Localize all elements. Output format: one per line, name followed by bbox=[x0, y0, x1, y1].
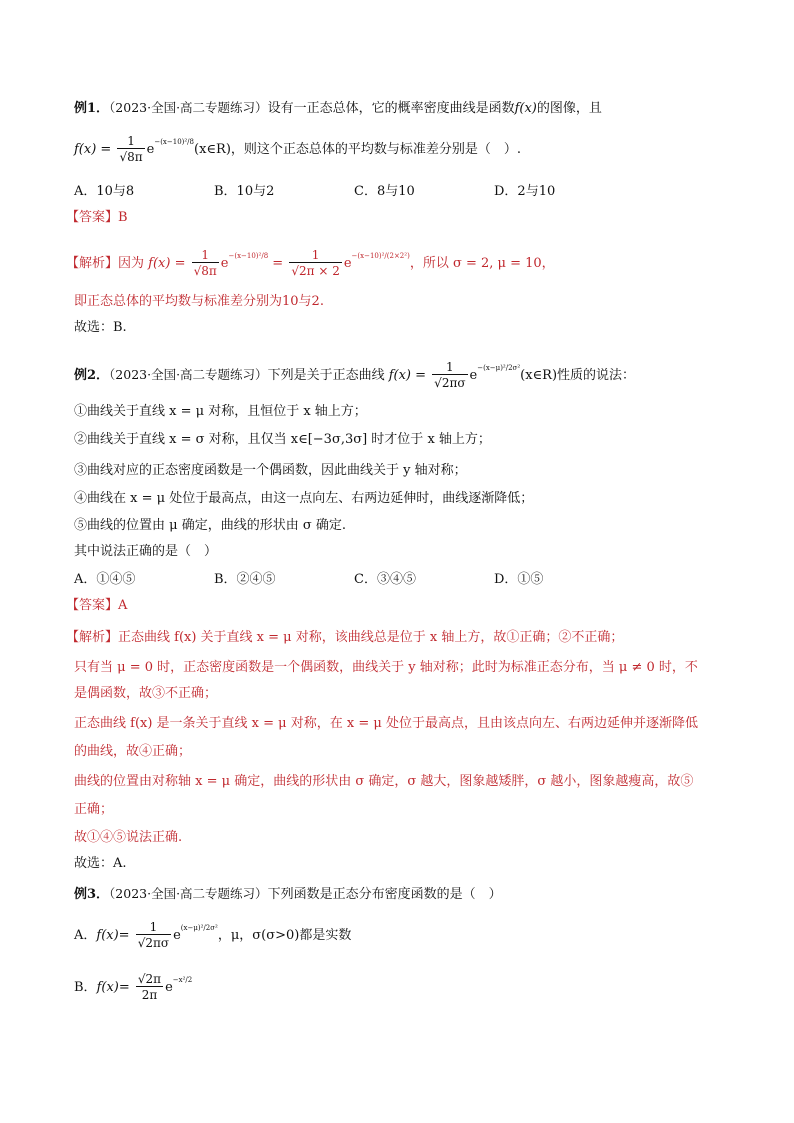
ex1-source: （2023·全国·高二专题练习） bbox=[109, 100, 268, 115]
ex1-option-c: C．8与10 bbox=[354, 184, 415, 199]
ex1-f-symbol: f(x) bbox=[514, 101, 537, 116]
ex2-stem-a: 下列是关于正态曲线 bbox=[267, 368, 385, 383]
ex1-answer: 【答案】B bbox=[66, 210, 128, 225]
ex1-analysis-line1: 【解析】因为 f(x) = $\frac{1}{√8\pi}$ $e^{-(x-10)^2/8}$ = $\frac{1}{√2\pi \times 2}$ $e^{-(x-10)^2/(2\times 2^2)}$，所以 σ = 2, μ = 10， bbox=[66, 248, 555, 278]
ex2-fraction: $\frac{1}{√2\pi\sigma}$ bbox=[434, 360, 466, 390]
ex1-choose: 故选：B. bbox=[74, 320, 127, 335]
ex1-exponent: −(x−10)²/8 bbox=[154, 138, 194, 146]
ex2-source: （2023·全国·高二专题练习） bbox=[109, 367, 268, 382]
ex2-item-2: ②曲线关于直线 x = σ 对称，且仅当 x∈[−3σ,3σ] 时才位于 x 轴上方； bbox=[74, 432, 491, 447]
ex1-analysis-frac1: $\frac{1}{√8\pi}$ bbox=[193, 248, 217, 278]
ex2-analysis-line6: 曲线的位置由对称轴 x = μ 确定，曲线的形状由 σ 确定，σ 越大，图象越矮胖，σ 越小，图象越瘦高，故⑤ bbox=[74, 774, 694, 789]
ex3-label: 例3． bbox=[74, 887, 110, 902]
ex1-domain: (x∈R) bbox=[194, 142, 231, 157]
ex2-stem-b: 性质的说法： bbox=[557, 368, 636, 383]
ex2-answer: 【答案】A bbox=[66, 598, 128, 613]
ex2-domain: (x∈R) bbox=[520, 368, 558, 383]
ex1-formula-lhs: f(x) = bbox=[74, 142, 112, 157]
ex3-option-a: A．f(x)= $\frac{1}{√2\pi\sigma}$ $e^{(x-\mu)^2/2\sigma^2}$，μ，σ(σ>0)都是实数 bbox=[74, 920, 352, 950]
ex2-option-a: A．①④⑤ bbox=[74, 572, 136, 587]
ex2-analysis-line2: 只有当 μ = 0 时，正态密度函数是一个偶函数，曲线关于 y 轴对称；此时为标准正态分布，当 μ ≠ 0 时，不 bbox=[74, 660, 698, 675]
ex2-choose: 故选：A. bbox=[74, 856, 127, 871]
ex1-stem-c: ，则这个正态总体的平均数与标准差分别是（ ）. bbox=[230, 142, 522, 157]
ex2-option-c: C．③④⑤ bbox=[354, 572, 416, 587]
ex3-option-a-fraction: $\frac{1}{√2\pi\sigma}$ bbox=[137, 920, 170, 950]
ex2-question: 其中说法正确的是（ ） bbox=[74, 544, 218, 559]
ex2-item-3: ③曲线对应的正态密度函数是一个偶函数，因此曲线关于 y 轴对称； bbox=[74, 463, 467, 478]
ex1-options bbox=[74, 182, 714, 202]
ex2-item-1: ①曲线关于直线 x = μ 对称，且恒位于 x 轴上方； bbox=[74, 404, 367, 419]
ex1-option-d: D．2与10 bbox=[494, 184, 556, 199]
ex3-stem-line bbox=[74, 884, 502, 905]
ex1-formula-line bbox=[74, 134, 521, 165]
ex3-option-b: B．f(x)= $\frac{√2\pi}{2\pi}$ $e^{-x^2/2}$ bbox=[74, 972, 193, 1002]
ex2-analysis-line3: 是偶函数，故③不正确； bbox=[74, 686, 218, 701]
ex1-stem-line1 bbox=[74, 98, 602, 119]
ex2-analysis-line5: 的曲线，故④正确； bbox=[74, 744, 192, 759]
ex1-exp-base: e bbox=[146, 142, 155, 157]
ex1-option-b: B．10与2 bbox=[214, 184, 275, 199]
ex2-item-5: ⑤曲线的位置由 μ 确定，曲线的形状由 σ 确定. bbox=[74, 518, 346, 533]
ex2-analysis-line1: 【解析】正态曲线 f(x) 关于直线 x = μ 对称，该曲线总是位于 x 轴上方，故①正确；②不正确； bbox=[66, 630, 624, 645]
ex2-option-d: D．①⑤ bbox=[494, 572, 544, 587]
ex3-stem: 下列函数是正态分布密度函数的是（ ） bbox=[267, 887, 502, 902]
ex1-stem-a: 设有一正态总体，它的概率密度曲线是函数 bbox=[267, 101, 515, 116]
ex2-option-b: B．②④⑤ bbox=[214, 572, 276, 587]
ex1-analysis-tail: ，所以 σ = 2, μ = 10， bbox=[409, 256, 555, 271]
ex2-analysis-line8: 故①④⑤说法正确. bbox=[74, 830, 183, 845]
ex3-source: （2023·全国·高二专题练习） bbox=[109, 886, 268, 901]
ex2-analysis-line4: 正态曲线 f(x) 是一条关于直线 x = μ 对称，在 x = μ 处位于最高点，且由该点向左、右两边延伸并逐渐降低 bbox=[74, 716, 698, 731]
ex2-stem-line: 例2．（2023·全国·高二专题练习）下列是关于正态曲线 f(x) = $\frac{1}{√2\pi\sigma}$ $e^{-(x-\mu)^2/2\sigma^2}(x\in R)$性质的说法： bbox=[74, 360, 636, 390]
ex1-analysis-frac2: $\frac{1}{√2\pi \times 2}$ bbox=[291, 248, 340, 278]
ex2-options bbox=[74, 570, 714, 590]
ex1-analysis-line2: 即正态总体的平均数与标准差分别为10与2. bbox=[74, 294, 324, 309]
ex1-analysis-head: 【解析】因为 bbox=[66, 256, 145, 271]
ex1-label: 例1． bbox=[74, 101, 110, 116]
ex1-fraction: $\frac{1}{√8\pi}$ bbox=[119, 134, 143, 164]
ex1-stem-b: 的图像，且 bbox=[536, 101, 602, 116]
ex2-label: 例2． bbox=[74, 368, 110, 383]
ex3-option-b-fraction: $\frac{√2\pi}{2\pi}$ bbox=[137, 972, 162, 1002]
ex2-item-4: ④曲线在 x = μ 处位于最高点，由这一点向左、右两边延伸时，曲线逐渐降低； bbox=[74, 491, 534, 506]
ex2-analysis-line7: 正确； bbox=[74, 802, 114, 817]
ex1-option-a: A．10与8 bbox=[74, 184, 135, 199]
ex2-exponent: −(x−μ)²/2σ² bbox=[477, 364, 521, 372]
